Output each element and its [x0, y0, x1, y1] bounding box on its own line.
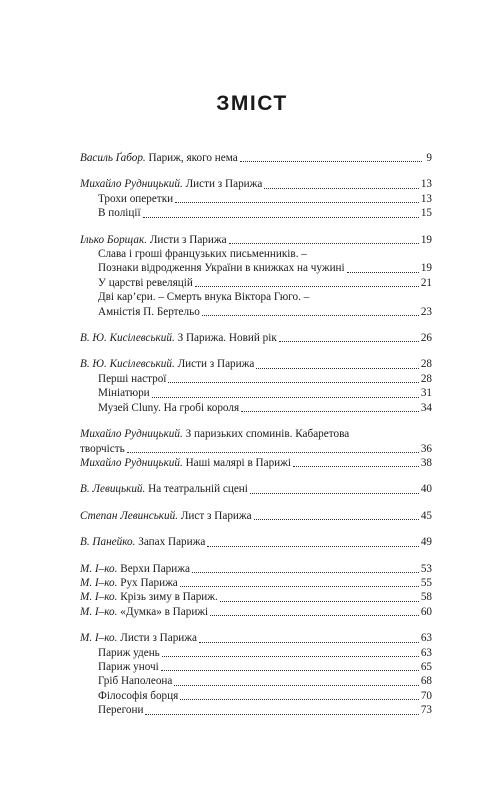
dot-leader	[254, 519, 419, 520]
page-number: 68	[420, 675, 432, 688]
dot-leader	[127, 452, 419, 453]
page-number: 19	[420, 233, 432, 246]
entry-text: Верхи Парижа	[117, 562, 190, 575]
entry-title	[98, 305, 200, 319]
entry-author: Василь Ґабор.	[80, 152, 146, 164]
dot-leader	[199, 642, 419, 643]
toc-entry	[80, 357, 432, 371]
entry-text: Листи з Парижа	[182, 178, 263, 191]
entry-text: Листи з Парижа	[117, 632, 197, 645]
entry-title	[80, 233, 227, 247]
entry-text: Філософія борця	[98, 689, 179, 702]
page-number: 21	[420, 276, 432, 289]
entry-text: Лист з Парижа	[178, 509, 252, 522]
entry-title	[98, 247, 307, 261]
dot-leader	[162, 656, 419, 657]
entry-title	[98, 703, 143, 717]
entry-text: Запах Парижа	[135, 536, 206, 549]
entry-text: Слава і гроші французьких письменників. –	[98, 248, 307, 261]
entry-author: Ілько Борщак.	[80, 233, 148, 246]
entry-title	[98, 261, 345, 275]
toc-entry	[80, 590, 432, 604]
entry-author: Степан Левинський.	[80, 509, 179, 522]
toc-group	[80, 233, 432, 319]
toc-group	[80, 357, 432, 415]
entry-author: В. Панейко.	[80, 536, 136, 549]
entry-author: М. І–ко.	[80, 562, 118, 575]
entry-title	[80, 562, 190, 576]
entry-title	[80, 605, 208, 619]
entry-title	[80, 331, 277, 345]
page-number: 40	[420, 483, 432, 496]
entry-text: Крізь зиму в Париж.	[117, 591, 218, 604]
page-number: 34	[420, 401, 432, 414]
dot-leader	[220, 601, 419, 602]
dot-leader	[207, 546, 419, 547]
entry-title	[80, 576, 178, 590]
dot-leader	[250, 493, 419, 494]
entry-text: Париж, якого нема	[145, 152, 238, 164]
entry-text: Мініатюри	[98, 387, 150, 400]
page-number: 19	[420, 262, 432, 275]
dot-leader	[195, 286, 419, 287]
page-number: 58	[420, 591, 432, 604]
page-number: 60	[420, 605, 432, 618]
entry-author: В. Ю. Кисілевський.	[80, 358, 175, 371]
entry-text: Наші малярі в Парижі	[182, 456, 291, 469]
entry-text: Амністія П. Бертельо	[98, 305, 200, 318]
page-number: 13	[420, 192, 432, 205]
page-number: 28	[420, 358, 432, 371]
entry-text: творчість	[80, 442, 125, 455]
table-of-contents	[80, 151, 432, 730]
entry-text: Листи з Парижа	[174, 358, 255, 371]
page-number: 31	[420, 387, 432, 400]
toc-subentry	[80, 276, 432, 290]
dot-leader	[210, 615, 419, 616]
entry-text: Гріб Наполеона	[98, 675, 173, 688]
toc-subentry	[80, 372, 432, 386]
toc-group	[80, 535, 432, 549]
toc-entry	[80, 233, 432, 247]
entry-author: М. І–ко.	[80, 591, 118, 604]
page-number: 55	[420, 576, 432, 589]
entry-author: Михайло Рудницький.	[80, 178, 183, 191]
page-number: 26	[420, 332, 432, 345]
dot-leader	[256, 368, 418, 369]
toc-subentry	[80, 386, 432, 400]
page-number: 15	[420, 207, 432, 220]
entry-title	[98, 646, 160, 660]
page-number: 9	[426, 152, 432, 164]
entry-title	[98, 689, 178, 703]
dot-leader	[202, 315, 419, 316]
entry-title	[80, 509, 252, 523]
entry-author: М. І–ко.	[80, 605, 118, 618]
dot-leader	[279, 341, 419, 342]
dot-leader	[293, 466, 419, 467]
page-number: 49	[420, 536, 432, 549]
entry-title	[98, 386, 150, 400]
entry-text: Перегони	[98, 704, 144, 717]
toc-entry	[80, 576, 432, 590]
entry-text: З паризьких споминів. Кабаретова	[182, 428, 350, 441]
toc-subentry	[80, 401, 432, 415]
entry-title	[98, 660, 159, 674]
dot-leader	[241, 411, 419, 412]
entry-text: На театральній сцені	[145, 483, 248, 496]
entry-author: В. Левицький.	[80, 483, 146, 496]
entry-text: «Думка» в Парижі	[117, 605, 209, 618]
dot-leader	[174, 685, 418, 686]
entry-title	[80, 482, 248, 496]
toc-group	[80, 331, 432, 345]
entry-text: Листи з Парижа	[147, 233, 227, 246]
toc-entry	[80, 562, 432, 576]
dot-leader	[168, 382, 418, 383]
page-number: 63	[420, 646, 432, 659]
toc-entry	[80, 442, 432, 456]
dot-leader	[143, 217, 419, 218]
toc-subentry	[80, 192, 432, 206]
entry-text: Рух Парижа	[117, 576, 178, 589]
entry-title	[98, 290, 309, 304]
toc-entry	[80, 631, 432, 645]
toc-subentry	[80, 703, 432, 717]
page-number: 53	[420, 562, 432, 575]
toc-group	[80, 427, 432, 470]
toc-entry	[80, 535, 432, 549]
entry-text: Перші настрої	[98, 372, 167, 385]
entry-author: В. Ю. Кисілевський.	[80, 332, 175, 345]
dot-leader	[229, 243, 419, 244]
dot-leader	[145, 714, 418, 715]
entry-title	[80, 631, 197, 645]
toc-entry	[80, 456, 432, 470]
toc-subentry	[80, 660, 432, 674]
page-number: 28	[420, 372, 432, 385]
entry-author: Михайло Рудницький.	[80, 456, 183, 469]
page-number: 45	[420, 509, 432, 522]
dot-leader	[180, 699, 419, 700]
toc-subentry	[80, 674, 432, 688]
entry-title	[80, 357, 254, 371]
page-number: 63	[420, 632, 432, 645]
toc-entry	[80, 482, 432, 496]
dot-leader	[152, 397, 419, 398]
toc-entry	[80, 605, 432, 619]
entry-title	[80, 442, 125, 456]
dot-leader	[240, 161, 422, 162]
entry-author: М. І–ко.	[80, 632, 118, 645]
toc-entry	[80, 331, 432, 345]
dot-leader	[161, 670, 419, 671]
page-title: ЗМІСТ	[216, 92, 288, 115]
toc-entry	[80, 151, 432, 165]
toc-entry	[80, 509, 432, 523]
entry-title	[98, 192, 173, 206]
entry-author: М. І–ко.	[80, 576, 118, 589]
page-number: 73	[420, 704, 432, 717]
entry-title	[80, 177, 262, 191]
entry-text: Музей Cluny. На гробі короля	[98, 401, 240, 414]
toc-group	[80, 509, 432, 523]
dot-leader	[347, 272, 419, 273]
entry-text: В поліції	[98, 207, 141, 220]
entry-title	[98, 206, 141, 220]
dot-leader	[264, 188, 418, 189]
toc-subentry	[80, 290, 432, 304]
toc-subentry	[80, 247, 432, 261]
entry-title	[98, 674, 172, 688]
toc-group	[80, 631, 432, 717]
entry-title	[80, 427, 349, 441]
page-number: 38	[420, 456, 432, 469]
page-number: 65	[420, 660, 432, 673]
entry-title	[80, 590, 218, 604]
entry-text: Дві кар’єри. – Смерть внука Віктора Гюго. –	[98, 291, 310, 304]
entry-title	[80, 151, 238, 165]
page-number: 23	[420, 305, 432, 318]
page-number: 36	[420, 442, 432, 455]
toc-subentry	[80, 646, 432, 660]
entry-text: Париж уночі	[98, 660, 159, 673]
entry-title	[98, 276, 193, 290]
entry-text: Париж удень	[98, 646, 160, 659]
entry-text: У царстві ревеляцій	[98, 276, 193, 289]
dot-leader	[175, 202, 419, 203]
entry-text: З Парижа. Новий рік	[174, 332, 277, 345]
toc-subentry	[80, 261, 432, 275]
toc-group	[80, 562, 432, 620]
toc-subentry	[80, 206, 432, 220]
entry-text: Познаки відродження України в книжках на чужині	[98, 262, 345, 275]
entry-text: Трохи оперетки	[98, 192, 174, 205]
entry-title	[98, 401, 239, 415]
entry-author: Михайло Рудницький.	[80, 428, 183, 441]
toc-group	[80, 482, 432, 496]
dot-leader	[192, 572, 419, 573]
entry-title	[80, 456, 291, 470]
toc-entry	[80, 177, 432, 191]
toc-group	[80, 177, 432, 220]
dot-leader	[180, 586, 419, 587]
page-number: 13	[420, 178, 432, 191]
toc-subentry	[80, 689, 432, 703]
entry-title	[80, 535, 205, 549]
toc-subentry	[80, 305, 432, 319]
entry-title	[98, 372, 166, 386]
page-number: 70	[420, 689, 432, 702]
toc-group	[80, 151, 432, 165]
toc-entry	[80, 427, 432, 441]
